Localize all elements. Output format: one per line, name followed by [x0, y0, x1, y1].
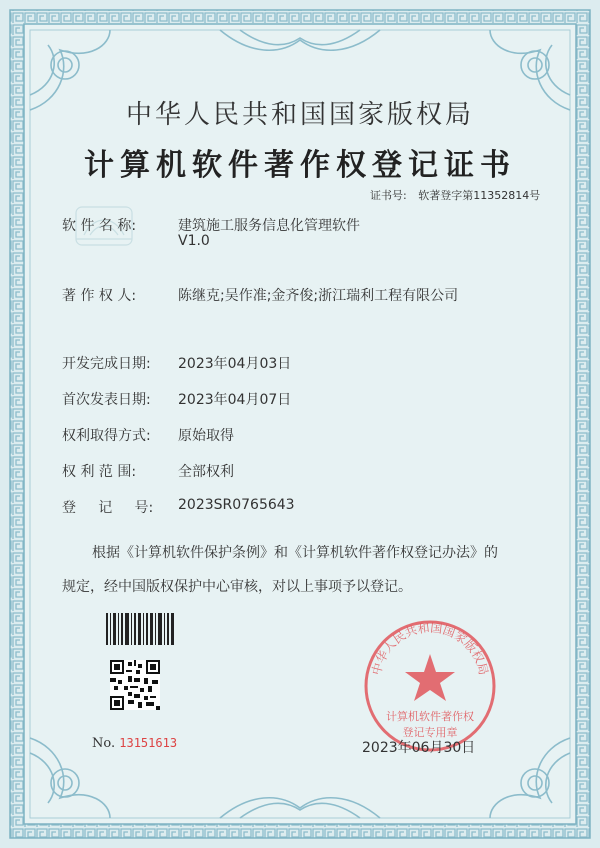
certificate-number — [370, 187, 540, 203]
barcode — [106, 613, 174, 645]
rights-scope-label: 权 利 范 围: — [62, 464, 137, 480]
copyright-owner-value: 陈继克;吴作准;金齐俊;浙江瑞利工程有限公司 — [178, 288, 459, 304]
serial-number — [92, 736, 177, 751]
issue-date: 2023年06月30日 — [362, 740, 476, 756]
software-name-value: 建筑施工服务信息化管理软件 — [178, 218, 360, 234]
certificate-title: 计算机软件著作权登记证书 — [84, 148, 516, 183]
rights-scope-value: 全部权利 — [178, 464, 234, 480]
statement-line-1: 根据《计算机软件保护条例》和《计算机软件著作权登记办法》的 — [92, 545, 498, 561]
registration-number-value: 2023SR0765643 — [178, 497, 295, 513]
seal-inner-line-2: 登记专用章 — [402, 726, 458, 739]
software-name-label: 软 件 名 称: — [62, 218, 137, 234]
acquisition-method-label: 权利取得方式: — [62, 428, 151, 444]
serial-number-value: 13151613 — [119, 736, 178, 750]
copyright-owner-label: 著 作 权 人: — [62, 288, 137, 304]
issuing-authority: 中华人民共和国国家版权局 — [125, 100, 474, 130]
certificate-number-value: 软著登字第11352814号 — [418, 189, 541, 202]
seal-inner-line-1: 计算机软件著作权 — [386, 710, 474, 723]
qr-code — [110, 660, 160, 710]
software-version-value: V1.0 — [178, 233, 210, 249]
official-seal — [362, 618, 498, 754]
statement-line-2: 规定，经中国版权保护中心审核，对以上事项予以登记。 — [62, 579, 412, 595]
registration-number-label: 登 记 号: — [62, 500, 154, 516]
certificate-number-label: 证书号: — [370, 189, 407, 202]
acquisition-method-value: 原始取得 — [178, 428, 234, 444]
publication-date-value: 2023年04月07日 — [178, 392, 292, 408]
publication-date-label: 首次发表日期: — [62, 392, 151, 408]
seal-outer-text: 中华人民共和国国家版权局 — [369, 620, 491, 677]
completion-date-label: 开发完成日期: — [62, 356, 151, 372]
completion-date-value: 2023年04月03日 — [178, 356, 292, 372]
serial-number-label: No. — [92, 736, 116, 751]
